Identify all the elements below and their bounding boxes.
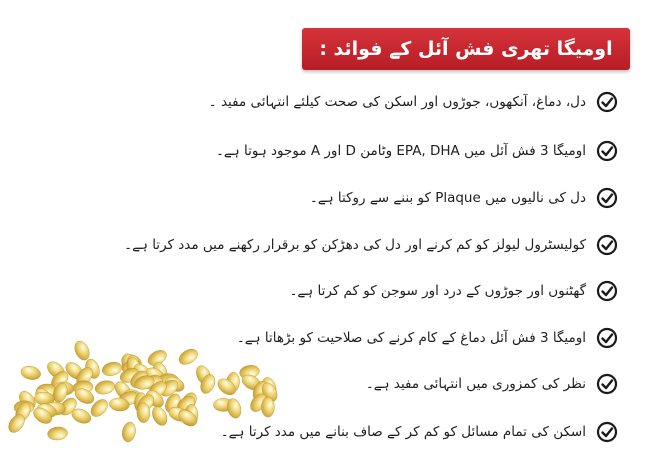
benefit-text: کولیسٹرول لیولز کو کم کرنے اور دل کی دھڑکن کو برقرار رکھنے میں مدد کرتا ہے۔ [124,237,586,253]
benefit-item [124,232,618,258]
benefit-text: اومیگا 3 فش آئل میں EPA, DHA وٹامن D اور A موجود ہوتا ہے۔ [215,143,586,159]
check-circle-icon [596,327,618,349]
benefit-text: گھٹنوں اور جوڑوں کے درد اور سوجن کو کم کرتا ہے۔ [289,283,586,299]
benefit-item [216,138,618,164]
benefit-item [209,89,618,115]
check-circle-icon [596,421,618,443]
benefit-text: اسکن کی تمام مسائل کو کم کر کے صاف بنانے میں مدد کرتا ہے۔ [220,424,586,440]
benefit-text: دل کی نالیوں میں Plaque کو بننے سے روکتا ہے۔ [309,190,586,206]
benefit-item [289,278,618,304]
benefit-item [310,185,618,211]
page-title: اومیگا تھری فش آئل کے فوائد : [319,38,613,60]
check-circle-icon [596,234,618,256]
benefit-text: دل، دماغ، آنکھوں، جوڑوں اور اسکن کی صحت کیلئے انتہائی مفید ۔ [208,94,586,110]
check-circle-icon [596,187,618,209]
check-circle-icon [596,373,618,395]
check-circle-icon [596,280,618,302]
benefit-text: نظر کی کمزوری میں انتہائی مفید ہے۔ [365,376,586,392]
benefit-item [366,371,618,397]
check-circle-icon [596,140,618,162]
fish-oil-capsules-image [0,318,300,458]
benefit-text: اومیگا 3 فش آئل دماغ کے کام کرنے کی صلاحیت کو بڑھاتا ہے۔ [236,330,586,346]
check-circle-icon [596,91,618,113]
